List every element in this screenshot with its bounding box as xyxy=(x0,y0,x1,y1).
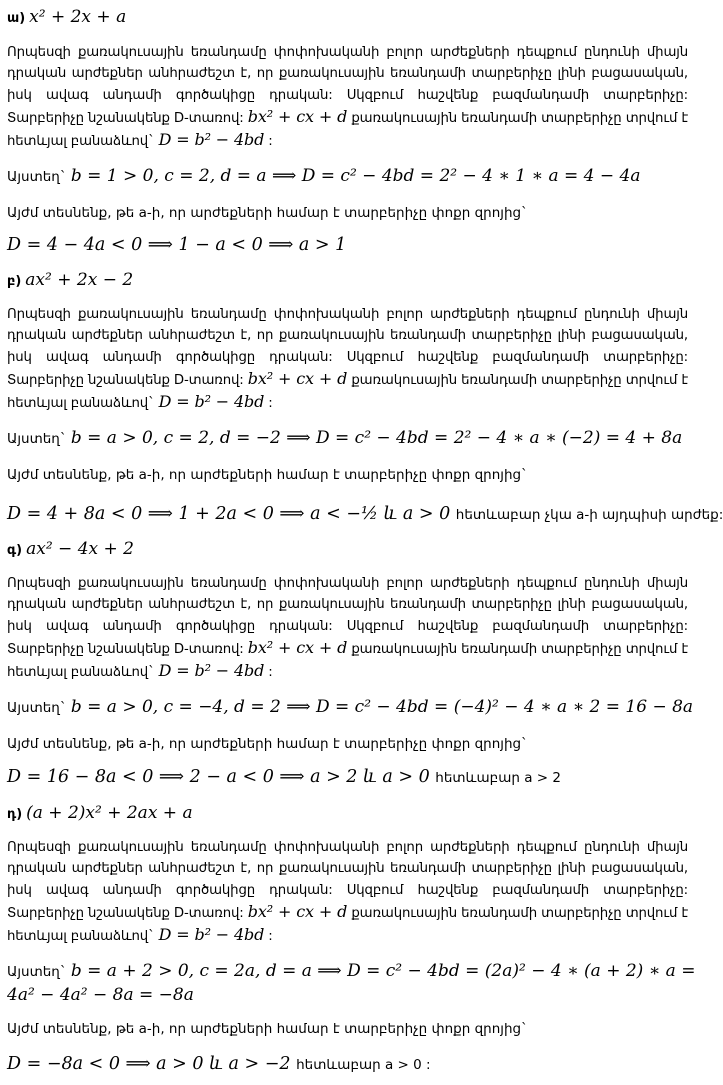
here-label: Այստեղ` xyxy=(7,700,67,716)
discriminant-formula: D = b² − 4bd xyxy=(158,130,265,150)
section-a-now xyxy=(7,201,528,225)
section-label: բ) xyxy=(7,274,22,289)
discriminant-formula: D = b² − 4bd xyxy=(158,392,265,412)
section-c-heading xyxy=(7,538,134,562)
now-text: Այժմ տեսնենք, թե a-ի, որ արժեքների համար է տարբերիչը փոքր զրոյից` xyxy=(7,205,528,221)
explanation-text: Որպեսզի քառակուսային եռանդամը փոփոխականի բոլոր արժեքների դեպքում ընդունի միայն դրական արժեքներ անհրաժեշտ է, որ քառակուսային եռանդամի տարբերիչը լինի բացասական, իսկ ավագ անդամի գործակիցը դրական: Սկզբում հաշվենք բազմանդամի տարբերիչը: Տարբերիչը նշանակենք D-տառով: xyxy=(7,307,688,388)
section-a-result xyxy=(7,233,346,258)
period: : xyxy=(268,134,273,150)
result-tail: հետևաբար a > 2 xyxy=(435,770,561,786)
explanation-tail: քառակուսային եռանդամի տարբերիչը տրվում է հետևյալ բանաձևով` xyxy=(7,641,689,681)
explanation-tail: քառակուսային եռանդամի տարբերիչը տրվում է հետևյալ բանաձևով` xyxy=(7,110,689,150)
section-a-here xyxy=(7,164,641,189)
general-form: bx² + cx + d xyxy=(247,106,348,126)
section-c-result xyxy=(7,765,561,790)
result-expression: D = 4 + 8a < 0 ⟹ 1 + 2a < 0 ⟹ a < −½ և a > 0 xyxy=(7,504,451,524)
here-expression-continued: 4a² − 4a² − 8a = −8a xyxy=(7,985,194,1005)
section-b-heading xyxy=(7,269,133,293)
result-expression: D = −8a < 0 ⟹ a > 0 և a > −2 xyxy=(7,1054,291,1074)
section-expression: ax² + 2x − 2 xyxy=(25,270,134,290)
section-label: գ) xyxy=(7,543,23,558)
period: : xyxy=(268,396,273,412)
section-d-result xyxy=(7,1052,431,1077)
section-c-explanation xyxy=(7,573,688,683)
here-label: Այստեղ` xyxy=(7,431,67,447)
now-text: Այժմ տեսնենք, թե a-ի, որ արժեքների համար է տարբերիչը փոքր զրոյից` xyxy=(7,467,528,483)
general-form: bx² + cx + d xyxy=(247,901,348,921)
section-label: դ) xyxy=(7,807,23,822)
here-label: Այստեղ` xyxy=(7,964,67,980)
now-text: Այժմ տեսնենք, թե a-ի, որ արժեքների համար է տարբերիչը փոքր զրոյից` xyxy=(7,1021,528,1037)
section-d-here-line2 xyxy=(7,983,194,1008)
section-d-now xyxy=(7,1017,528,1041)
section-b-here xyxy=(7,426,682,451)
here-label: Այստեղ` xyxy=(7,169,67,185)
section-b-now xyxy=(7,463,528,487)
section-a-explanation xyxy=(7,42,688,152)
discriminant-formula: D = b² − 4bd xyxy=(158,925,265,945)
period: : xyxy=(268,665,273,681)
section-expression: (a + 2)x² + 2ax + a xyxy=(26,803,193,823)
explanation-text: Որպեսզի քառակուսային եռանդամը փոփոխականի բոլոր արժեքների դեպքում ընդունի միայն դրական արժեքներ անհրաժեշտ է, որ քառակուսային եռանդամի տարբերիչը լինի բացասական, իսկ ավագ անդամի գործակիցը դրական: Սկզբում հաշվենք բազմանդամի տարբերիչը: Տարբերիչը նշանակենք D-տառով: xyxy=(7,45,688,126)
section-b-result xyxy=(7,502,723,527)
now-text: Այժմ տեսնենք, թե a-ի, որ արժեքների համար է տարբերիչը փոքր զրոյից` xyxy=(7,736,528,752)
section-c-now xyxy=(7,732,528,756)
result-tail: հետևաբար a > 0 : xyxy=(296,1057,431,1073)
explanation-text: Որպեսզի քառակուսային եռանդամը փոփոխականի բոլոր արժեքների դեպքում ընդունի միայն դրական արժեքներ անհրաժեշտ է, որ քառակուսային եռանդամի տարբերիչը լինի բացասական, իսկ ավագ անդամի գործակիցը դրական: Սկզբում հաշվենք բազմանդամի տարբերիչը: Տարբերիչը նշանակենք D-տառով: xyxy=(7,840,688,921)
here-expression: b = a + 2 > 0, c = 2a, d = a ⟹ D = c² − 4bd = (2a)² − 4 ∗ (a + 2) ∗ a = xyxy=(70,961,696,981)
result-expression: D = 16 − 8a < 0 ⟹ 2 − a < 0 ⟹ a > 2 և a > 0 xyxy=(7,767,430,787)
explanation-tail: քառակուսային եռանդամի տարբերիչը տրվում է հետևյալ բանաձևով` xyxy=(7,905,689,945)
explanation-text: Որպեսզի քառակուսային եռանդամը փոփոխականի բոլոր արժեքների դեպքում ընդունի միայն դրական արժեքներ անհրաժեշտ է, որ քառակուսային եռանդամի տարբերիչը լինի բացասական, իսկ ավագ անդամի գործակիցը դրական: Սկզբում հաշվենք բազմանդամի տարբերիչը: Տարբերիչը նշանակենք D-տառով: xyxy=(7,576,688,657)
result-tail: հետևաբար չկա a-ի այդպիսի արժեք: xyxy=(455,507,723,523)
section-expression: ax² − 4x + 2 xyxy=(26,539,134,559)
section-d-explanation xyxy=(7,837,688,947)
section-d-here xyxy=(7,959,695,984)
here-expression: b = a > 0, c = 2, d = −2 ⟹ D = c² − 4bd = 2² − 4 ∗ a ∗ (−2) = 4 + 8a xyxy=(70,428,683,448)
section-a-heading xyxy=(7,6,126,30)
here-expression: b = 1 > 0, c = 2, d = a ⟹ D = c² − 4bd = 2² − 4 ∗ 1 ∗ a = 4 − 4a xyxy=(70,166,641,186)
section-b-explanation xyxy=(7,304,688,414)
section-label: ա) xyxy=(7,11,26,26)
section-c-here xyxy=(7,695,693,720)
discriminant-formula: D = b² − 4bd xyxy=(158,661,265,681)
result-expression: D = 4 − 4a < 0 ⟹ 1 − a < 0 ⟹ a > 1 xyxy=(7,235,347,255)
section-d-heading xyxy=(7,802,193,826)
general-form: bx² + cx + d xyxy=(247,368,348,388)
here-expression: b = a > 0, c = −4, d = 2 ⟹ D = c² − 4bd = (−4)² − 4 ∗ a ∗ 2 = 16 − 8a xyxy=(70,697,694,717)
explanation-tail: քառակուսային եռանդամի տարբերիչը տրվում է հետևյալ բանաձևով` xyxy=(7,372,689,412)
general-form: bx² + cx + d xyxy=(247,637,348,657)
period: : xyxy=(268,929,273,945)
section-expression: x² + 2x + a xyxy=(29,7,127,27)
